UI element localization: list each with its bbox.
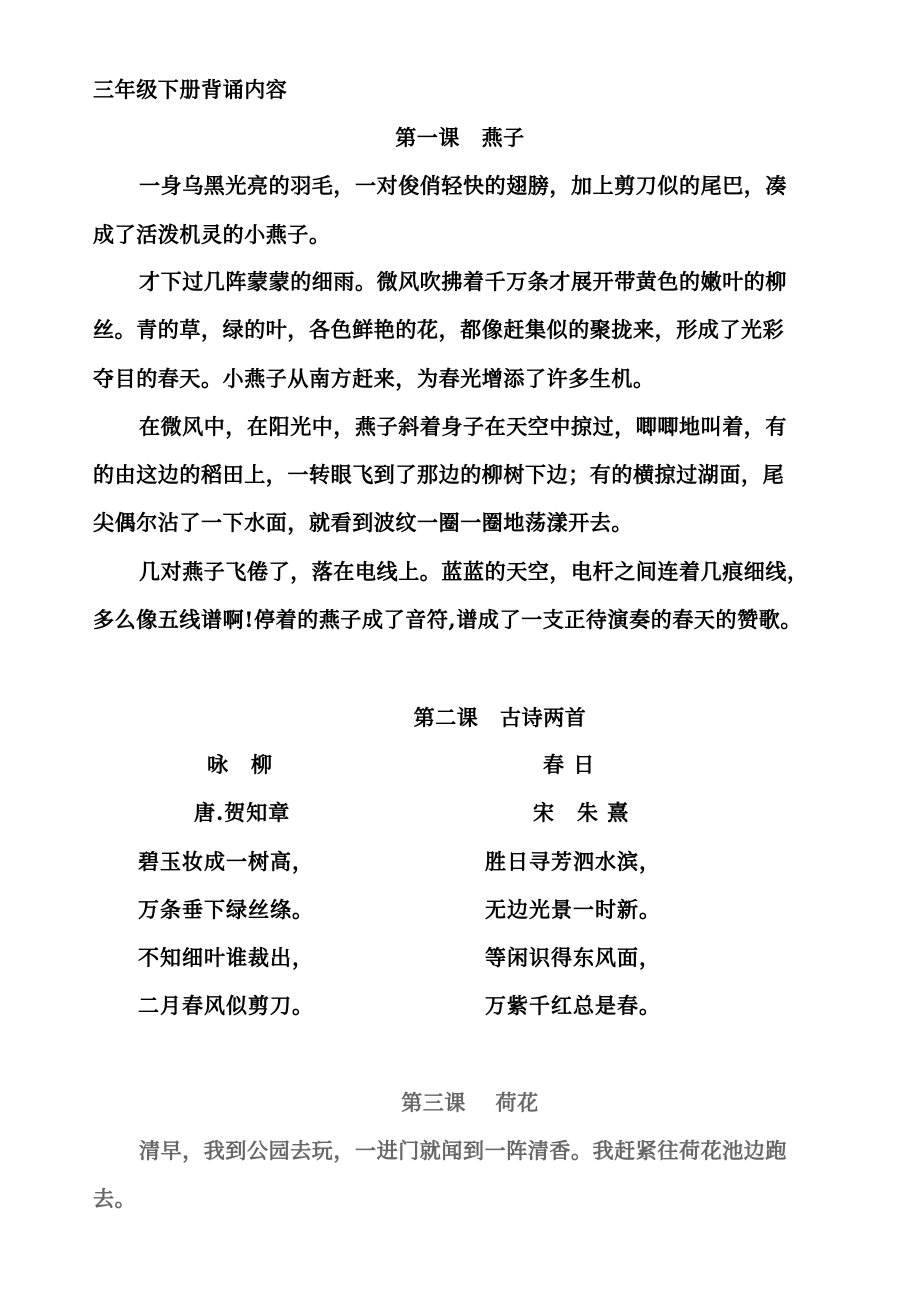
poem2-line: 万紫千红总是春。 [485, 993, 661, 1018]
lesson1-paragraph-line: 一身乌黑光亮的羽毛，一对俊俏轻快的翅膀，加上剪刀似的尾巴，凑 [139, 173, 787, 198]
poem1-line: 不知细叶谁裁出， [138, 945, 314, 970]
poem1-line: 万条垂下绿丝绦。 [138, 897, 314, 922]
lesson1-paragraph-line: 才下过几阵蒙蒙的细雨。微风吹拂着千万条才展开带黄色的嫩叶的柳 [139, 269, 787, 294]
poem2-author: 宋 朱 熹 [533, 800, 630, 825]
lesson1-paragraph-line: 尖偶尔沾了一下水面，就看到波纹一圈一圈地荡漾开去。 [93, 510, 633, 535]
lesson1-paragraph-line: 夺目的春天。小燕子从南方赶来，为春光增添了许多生机。 [93, 366, 655, 391]
document-heading: 三年级下册背诵内容 [93, 77, 288, 102]
poem1-author: 唐.贺知章 [194, 800, 291, 825]
lesson3-paragraph-line: 清早，我到公园去玩，一进门就闻到一阵清香。我赶紧往荷花池边跑 [139, 1138, 787, 1163]
lesson3-paragraph-line: 去。 [93, 1186, 137, 1211]
lesson1-paragraph-line: 的由这边的稻田上，一转眼飞到了那边的柳树下边；有的横掠过湖面，尾 [93, 462, 785, 487]
lesson2-title: 第二课 古诗两首 [413, 705, 587, 730]
poem2-title: 春 日 [543, 752, 596, 777]
lesson1-title: 第一课 燕子 [395, 125, 525, 150]
lesson1-paragraph-line: 多么像五线谱啊!停着的燕子成了音符,谱成了一支正待演奏的春天的赞歌。 [93, 607, 802, 632]
poem1-line: 二月春风似剪刀。 [138, 993, 314, 1018]
poem1-line: 碧玉妆成一树高， [138, 849, 314, 874]
lesson1-paragraph-line: 在微风中，在阳光中，燕子斜着身子在天空中掠过，唧唧地叫着，有 [139, 414, 787, 439]
lesson1-paragraph-line: 成了活泼机灵的小燕子。 [93, 222, 331, 247]
poem2-line: 等闲识得东风面， [485, 945, 661, 970]
poem1-title: 咏 柳 [207, 752, 273, 777]
lesson1-paragraph-line: 几对燕子飞倦了，落在电线上。蓝蓝的天空，电杆之间连着几痕细线， [139, 559, 809, 584]
lesson1-paragraph-line: 丝。青的草，绿的叶，各色鲜艳的花，都像赶集似的聚拢来，形成了光彩 [93, 317, 785, 342]
poem2-line: 胜日寻芳泗水滨， [485, 849, 661, 874]
poem2-line: 无边光景一时新。 [485, 897, 661, 922]
lesson3-title: 第三课 荷花 [401, 1090, 539, 1115]
